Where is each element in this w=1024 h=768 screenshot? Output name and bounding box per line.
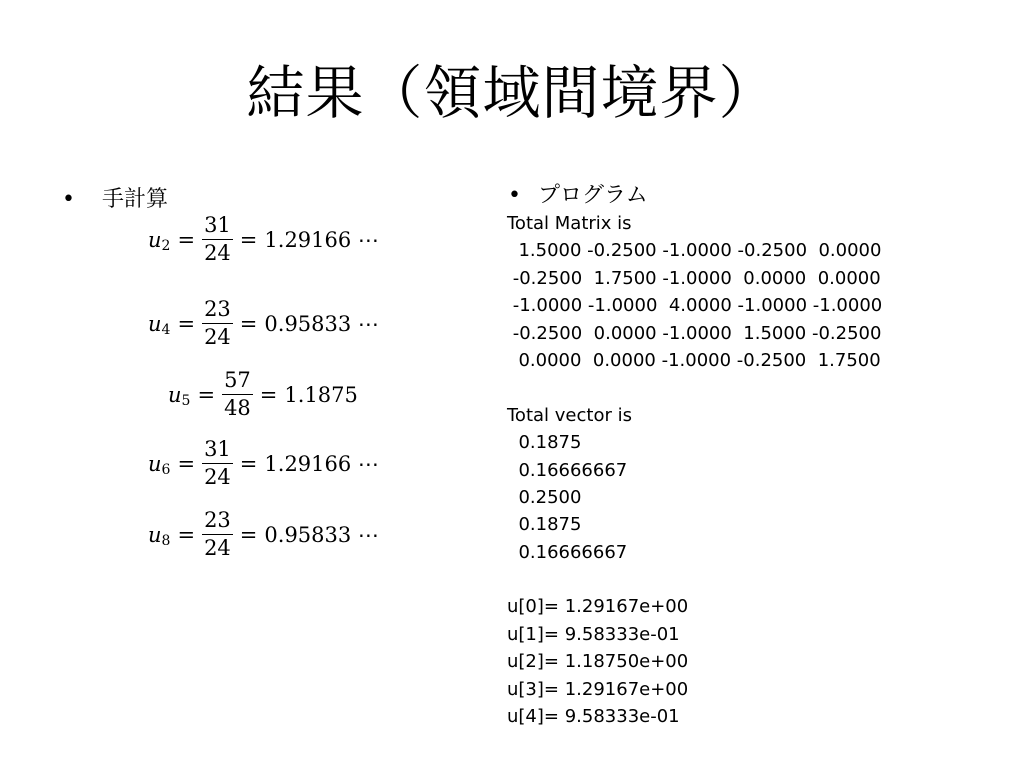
slide-title: 結果（領域間境界） xyxy=(246,59,778,127)
program-output-line: -0.2500 1.7500 -1.0000 0.0000 0.0000 xyxy=(507,267,881,289)
program-output-line: Total vector is xyxy=(507,404,632,426)
equation-row xyxy=(148,296,379,351)
fraction xyxy=(202,436,233,491)
fraction-denominator: 24 xyxy=(204,465,231,489)
equation-variable: u xyxy=(148,227,162,252)
equals-sign: = xyxy=(177,311,196,336)
program-output-line: -1.0000 -1.0000 4.0000 -1.0000 -1.0000 xyxy=(507,295,883,317)
equals-sign: = xyxy=(239,227,258,252)
equation-subscript: 4 xyxy=(161,321,171,338)
equation-result: 1.1875 xyxy=(284,382,358,407)
program-output-line xyxy=(507,374,882,401)
equation-subscript: 5 xyxy=(181,392,191,409)
fraction-denominator: 24 xyxy=(204,536,231,560)
fraction-numerator: 23 xyxy=(202,507,233,535)
fraction-numerator: 31 xyxy=(202,436,233,464)
program-output-line: 0.16666667 xyxy=(507,459,628,481)
hand-calculation-bullet xyxy=(62,186,168,214)
program-output-line: u[4]= 9.58333e-01 xyxy=(507,706,680,728)
equals-sign: = xyxy=(177,227,196,252)
fraction-numerator: 57 xyxy=(222,367,253,395)
program-output-line: 0.1875 xyxy=(507,514,582,536)
equation-result: 1.29166 ⋯ xyxy=(264,451,379,476)
program-output-line: Total Matrix is xyxy=(507,213,632,234)
equation-subscript: 2 xyxy=(161,237,171,254)
program-output-line: 1.5000 -0.2500 -1.0000 -0.2500 0.0000 xyxy=(507,240,882,262)
program-output-line: 0.1875 xyxy=(507,432,582,454)
equals-sign: = xyxy=(259,382,278,407)
equation-subscript: 6 xyxy=(161,461,171,478)
equals-sign: = xyxy=(239,451,258,476)
fraction xyxy=(202,212,233,267)
bullet-marker: • xyxy=(62,187,75,212)
program-output xyxy=(507,210,882,730)
fraction-denominator: 48 xyxy=(224,396,251,420)
program-output-line: 0.0000 0.0000 -1.0000 -0.2500 1.7500 xyxy=(507,349,881,371)
equals-sign: = xyxy=(239,522,258,547)
equation-result: 0.95833 ⋯ xyxy=(264,311,379,336)
program-heading: プログラム xyxy=(538,183,648,208)
program-output-line: 0.2500 xyxy=(507,486,582,508)
equation-result: 0.95833 ⋯ xyxy=(264,522,379,547)
equals-sign: = xyxy=(239,311,258,336)
fraction-numerator: 31 xyxy=(202,212,233,240)
program-output-line: u[2]= 1.18750e+00 xyxy=(507,651,689,673)
program-output-line: u[0]= 1.29167e+00 xyxy=(507,596,689,618)
program-output-line: 0.16666667 xyxy=(507,541,628,563)
program-output-line: u[1]= 9.58333e-01 xyxy=(507,623,680,645)
equation-variable: u xyxy=(148,451,162,476)
equals-sign: = xyxy=(177,451,196,476)
fraction xyxy=(202,507,233,562)
fraction xyxy=(222,367,253,422)
bullet-marker: • xyxy=(508,183,521,208)
equation-result: 1.29166 ⋯ xyxy=(264,227,379,252)
fraction-denominator: 24 xyxy=(204,325,231,349)
program-output-line: u[3]= 1.29167e+00 xyxy=(507,678,689,700)
program-output-line: -0.2500 0.0000 -1.0000 1.5000 -0.2500 xyxy=(507,322,882,344)
fraction-numerator: 23 xyxy=(202,296,233,324)
equation-subscript: 8 xyxy=(161,532,171,549)
equation-variable: u xyxy=(148,522,162,547)
equation-row xyxy=(148,436,379,491)
program-output-line xyxy=(507,566,882,593)
equation-row xyxy=(148,212,379,267)
hand-calculation-heading: 手計算 xyxy=(102,187,169,212)
equation-row xyxy=(168,367,358,422)
fraction xyxy=(202,296,233,351)
equals-sign: = xyxy=(197,382,216,407)
program-bullet xyxy=(508,182,648,210)
fraction-denominator: 24 xyxy=(204,241,231,265)
equation-row xyxy=(148,507,379,562)
equals-sign: = xyxy=(177,522,196,547)
equation-variable: u xyxy=(148,311,162,336)
equation-variable: u xyxy=(168,382,182,407)
